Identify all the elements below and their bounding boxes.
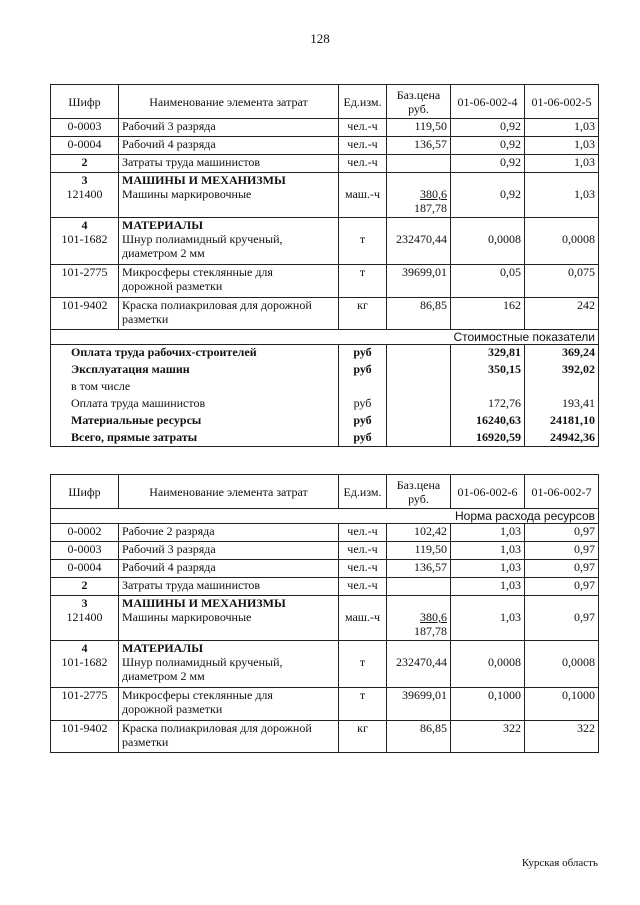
cell-name: Рабочий 3 разряда (119, 542, 339, 560)
cell-price: 136,57 (387, 137, 451, 155)
table-row (51, 137, 599, 155)
header-unit: Ед.изм. (339, 475, 387, 509)
section-number: 4 (51, 640, 119, 655)
cell-unit: т (339, 688, 387, 721)
cell-code: 101-1682 (51, 655, 119, 688)
cell-unit: чел.-ч (339, 119, 387, 137)
summary-unit: руб (339, 430, 387, 447)
cell-unit: чел.-ч (339, 155, 387, 173)
cell-code: 121400 (51, 187, 119, 217)
cell-value-2: 0,97 (525, 542, 599, 560)
table-row (51, 578, 599, 596)
table-header (51, 475, 599, 509)
cell-value-1: 0,0008 (451, 655, 525, 688)
section-row (51, 217, 599, 232)
summary-value-2 (525, 379, 599, 396)
cell-code: 0-0003 (51, 542, 119, 560)
summary-value-1: 329,81 (451, 345, 525, 362)
table-row (51, 610, 599, 640)
summary-value-2: 193,41 (525, 396, 599, 413)
summary-value-1: 16920,59 (451, 430, 525, 447)
section-title: МАШИНЫ И МЕХАНИЗМЫ (119, 173, 339, 188)
cell-code: 2 (51, 155, 119, 173)
cell-price: 380,6 187,78 (387, 610, 451, 640)
cell-code: 101-9402 (51, 721, 119, 753)
cell-name: Затраты труда машинистов (119, 578, 339, 596)
summary-label: Эксплуатация машин (51, 362, 339, 379)
cell-value-1: 322 (451, 721, 525, 753)
cell-value-2: 1,03 (525, 155, 599, 173)
section-number: 4 (51, 217, 119, 232)
cell-name: Машины маркировочные (119, 187, 339, 217)
resource-table-1 (50, 84, 599, 447)
cell-code: 101-2775 (51, 688, 119, 721)
cell-code: 101-2775 (51, 265, 119, 298)
resource-table-2 (50, 474, 599, 753)
cell-name: Шнур полиамидный крученый, диаметром 2 мм (119, 232, 339, 265)
cell-value-1: 0,92 (451, 119, 525, 137)
cell-value-2: 0,97 (525, 610, 599, 640)
cell-value-2: 0,97 (525, 560, 599, 578)
summary-row (51, 345, 599, 362)
section-number: 3 (51, 173, 119, 188)
table-row (51, 187, 599, 217)
region-footer: Курская область (521, 857, 598, 869)
summary-value-1: 350,15 (451, 362, 525, 379)
summary-label: Материальные ресурсы (51, 413, 339, 430)
cell-name: Шнур полиамидный крученый, диаметром 2 мм (119, 655, 339, 688)
header-name: Наименование элемента затрат (119, 85, 339, 119)
header-price: Баз.цена руб. (387, 475, 451, 509)
cell-price (387, 155, 451, 173)
cell-value-1: 1,03 (451, 560, 525, 578)
cell-value-2: 0,97 (525, 524, 599, 542)
cell-unit: маш.-ч (339, 610, 387, 640)
cell-unit: чел.-ч (339, 560, 387, 578)
table-row (51, 560, 599, 578)
summary-label: в том числе (51, 379, 339, 396)
note-row (51, 509, 599, 524)
header-code: Шифр (51, 475, 119, 509)
header-col-2: 01-06-002-5 (525, 85, 599, 119)
table-row (51, 655, 599, 688)
summary-label: Оплата труда рабочих-строителей (51, 345, 339, 362)
cell-unit: кг (339, 298, 387, 330)
cell-name: Микросферы стеклянные для дорожной разметки (119, 688, 339, 721)
header-col-1: 01-06-002-6 (451, 475, 525, 509)
cell-price: 102,42 (387, 524, 451, 542)
cell-value-2: 1,03 (525, 137, 599, 155)
cell-value-1: 1,03 (451, 610, 525, 640)
cell-value-2: 242 (525, 298, 599, 330)
section-number: 3 (51, 596, 119, 611)
cell-value-1: 162 (451, 298, 525, 330)
cell-price: 86,85 (387, 721, 451, 753)
section-title: МАТЕРИАЛЫ (119, 217, 339, 232)
table-row (51, 524, 599, 542)
cell-name: Рабочий 4 разряда (119, 137, 339, 155)
table-row (51, 298, 599, 330)
section-row (51, 596, 599, 611)
summary-value-1 (451, 379, 525, 396)
summary-value-2: 369,24 (525, 345, 599, 362)
section-title: МАТЕРИАЛЫ (119, 640, 339, 655)
cell-code: 0-0002 (51, 524, 119, 542)
cell-price: 86,85 (387, 298, 451, 330)
header-unit: Ед.изм. (339, 85, 387, 119)
cell-value-2: 0,0008 (525, 232, 599, 265)
table-row (51, 265, 599, 298)
header-code: Шифр (51, 85, 119, 119)
cell-name: Рабочий 4 разряда (119, 560, 339, 578)
cell-price: 136,57 (387, 560, 451, 578)
cell-unit: т (339, 232, 387, 265)
cell-code: 0-0004 (51, 137, 119, 155)
table-header (51, 85, 599, 119)
summary-row (51, 362, 599, 379)
summary-label: Оплата труда машинистов (51, 396, 339, 413)
summary-unit: руб (339, 396, 387, 413)
cell-value-1: 1,03 (451, 542, 525, 560)
cell-value-2: 0,1000 (525, 688, 599, 721)
summary-value-2: 392,02 (525, 362, 599, 379)
cell-name: Машины маркировочные (119, 610, 339, 640)
section-row (51, 173, 599, 188)
summary-row (51, 396, 599, 413)
cell-price: 119,50 (387, 119, 451, 137)
summary-value-1: 172,76 (451, 396, 525, 413)
header-col-1: 01-06-002-4 (451, 85, 525, 119)
cell-name: Краска полиакриловая для дорожной разметки (119, 298, 339, 330)
cell-unit: маш.-ч (339, 187, 387, 217)
summary-value-2: 24942,36 (525, 430, 599, 447)
cell-code: 101-9402 (51, 298, 119, 330)
cell-value-1: 1,03 (451, 524, 525, 542)
header-price: Баз.цена руб. (387, 85, 451, 119)
norm-consumption-note: Норма расхода ресурсов (51, 509, 599, 524)
summary-row (51, 430, 599, 447)
cell-price: 39699,01 (387, 688, 451, 721)
cell-unit: чел.-ч (339, 137, 387, 155)
table-row (51, 119, 599, 137)
cell-name: Рабочие 2 разряда (119, 524, 339, 542)
summary-value-2: 24181,10 (525, 413, 599, 430)
summary-row (51, 379, 599, 396)
cell-value-2: 322 (525, 721, 599, 753)
cell-value-2: 1,03 (525, 187, 599, 217)
cell-unit: чел.-ч (339, 524, 387, 542)
cell-price: 232470,44 (387, 655, 451, 688)
summary-unit (339, 379, 387, 396)
note-row (51, 330, 599, 345)
table-row (51, 542, 599, 560)
cell-value-1: 0,92 (451, 155, 525, 173)
summary-value-1: 16240,63 (451, 413, 525, 430)
summary-unit: руб (339, 345, 387, 362)
cell-price: 232470,44 (387, 232, 451, 265)
cell-code: 101-1682 (51, 232, 119, 265)
cell-unit: чел.-ч (339, 542, 387, 560)
summary-unit: руб (339, 362, 387, 379)
cell-unit: т (339, 655, 387, 688)
cell-value-1: 0,92 (451, 137, 525, 155)
cell-name: Рабочий 3 разряда (119, 119, 339, 137)
table-row (51, 688, 599, 721)
cell-code: 0-0004 (51, 560, 119, 578)
header-name: Наименование элемента затрат (119, 475, 339, 509)
summary-label: Всего, прямые затраты (51, 430, 339, 447)
cell-value-2: 0,97 (525, 578, 599, 596)
cell-price: 380,6 187,78 (387, 187, 451, 217)
table-row (51, 155, 599, 173)
cell-value-1: 0,92 (451, 187, 525, 217)
cell-unit: т (339, 265, 387, 298)
table-row (51, 232, 599, 265)
cell-code: 2 (51, 578, 119, 596)
cell-value-1: 0,0008 (451, 232, 525, 265)
cell-value-1: 0,1000 (451, 688, 525, 721)
cell-value-2: 0,075 (525, 265, 599, 298)
cell-name: Микросферы стеклянные для дорожной разметки (119, 265, 339, 298)
summary-row (51, 413, 599, 430)
cell-code: 121400 (51, 610, 119, 640)
cell-code: 0-0003 (51, 119, 119, 137)
table-row (51, 721, 599, 753)
cell-value-1: 1,03 (451, 578, 525, 596)
cell-unit: чел.-ч (339, 578, 387, 596)
summary-unit: руб (339, 413, 387, 430)
cell-unit: кг (339, 721, 387, 753)
cell-name: Краска полиакриловая для дорожной разметки (119, 721, 339, 753)
cell-value-1: 0,05 (451, 265, 525, 298)
header-col-2: 01-06-002-7 (525, 475, 599, 509)
cell-price: 39699,01 (387, 265, 451, 298)
section-title: МАШИНЫ И МЕХАНИЗМЫ (119, 596, 339, 611)
cell-value-2: 0,0008 (525, 655, 599, 688)
cell-value-2: 1,03 (525, 119, 599, 137)
cost-indicators-note: Стоимостные показатели (51, 330, 599, 345)
cell-name: Затраты труда машинистов (119, 155, 339, 173)
cell-price (387, 578, 451, 596)
page-number: 128 (310, 31, 330, 46)
section-row (51, 640, 599, 655)
cell-price: 119,50 (387, 542, 451, 560)
